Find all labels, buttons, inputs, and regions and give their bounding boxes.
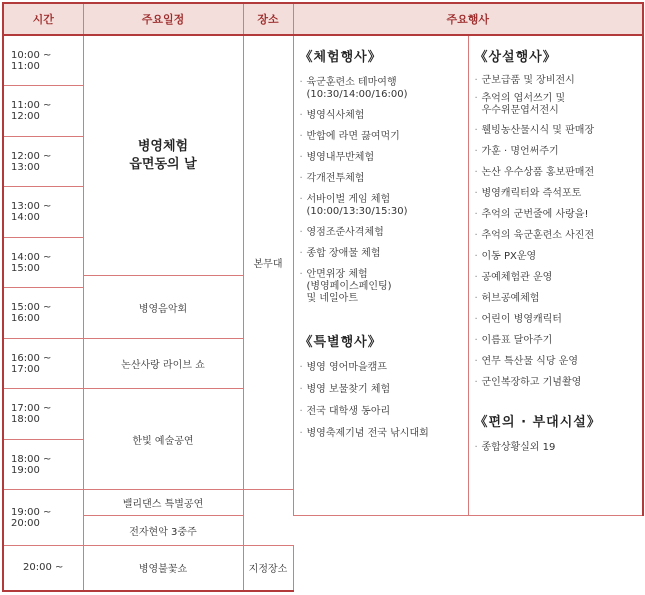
list-item: · 허브공예체험	[474, 293, 540, 305]
venue-designated: 지정장소	[243, 545, 293, 591]
list-item: · 이름표 달아주기	[474, 335, 553, 347]
schedule-table	[2, 2, 644, 592]
list-item: · 육군훈련소 테마여행 (10:30/14:00/16:00)	[299, 77, 408, 101]
schedule-music: 병영음악회	[83, 276, 243, 339]
list-item: · 전국 대학생 동아리	[299, 406, 391, 418]
table-row	[3, 515, 643, 545]
time-cell: 18:00 ~ 19:00	[3, 439, 83, 490]
permanent-list	[475, 75, 639, 389]
list-item: · 안면위장 체험 (병영페이스페인팅) 및 네일아트	[299, 269, 392, 305]
time-cell: 14:00 ~ 15:00	[3, 237, 83, 288]
list-item: · 병영식사체험	[299, 110, 365, 122]
time-cell: 10:00 ~ 11:00	[3, 35, 83, 86]
time-cell: 19:00 ~ 20:00	[3, 490, 83, 546]
time-cell: 15:00 ~ 16:00	[3, 288, 83, 339]
list-item: · 서바이벌 게임 체험 (10:00/13:30/15:30)	[299, 194, 408, 218]
list-item: · 이동 PX운영	[474, 251, 537, 263]
time-cell: 12:00 ~ 13:00	[3, 136, 83, 187]
list-item: · 병영축제기념 전국 낚시대회	[299, 428, 429, 440]
events-right-column	[468, 35, 643, 515]
experience-title: 《체험행사》	[299, 50, 382, 66]
header-schedule: 주요일정	[83, 3, 243, 35]
festival-schedule	[2, 2, 642, 592]
header-time: 시간	[3, 3, 83, 35]
time-cell: 20:00 ~	[3, 545, 83, 591]
list-item: · 추억의 엽서쓰기 및 우수위문엽서전시	[474, 93, 566, 117]
schedule-fireworks: 병영불꽃쇼	[83, 545, 243, 591]
main-event-cell	[83, 35, 243, 275]
header-venue: 장소	[243, 3, 293, 35]
list-item: · 논산 우수상품 홍보판매전	[474, 167, 595, 179]
list-item: · 추억의 육군훈련소 사진전	[474, 230, 595, 242]
time-cell: 17:00 ~ 18:00	[3, 389, 83, 440]
time-cell: 16:00 ~ 17:00	[3, 338, 83, 389]
facilities-list	[475, 442, 639, 454]
list-item: · 종합상황실외 19	[474, 442, 556, 454]
list-item: · 병영 영어마을캠프	[299, 362, 387, 374]
list-item: · 어린이 병영캐릭터	[474, 314, 562, 326]
time-cell: 11:00 ~ 12:00	[3, 86, 83, 137]
list-item: · 영점조준사격체험	[299, 227, 384, 239]
time-cell: 13:00 ~ 14:00	[3, 187, 83, 238]
list-item: · 추억의 군번줄에 사랑을!	[474, 209, 589, 221]
permanent-title: 《상설행사》	[474, 50, 557, 66]
list-item: · 병영캐릭터와 즉석포토	[474, 188, 582, 200]
schedule-live-show: 논산사랑 라이브 쇼	[83, 338, 243, 389]
schedule-art: 한빛 예술공연	[83, 389, 243, 490]
main-event-line1: 병영체험	[137, 139, 189, 155]
table-row	[3, 35, 643, 86]
main-event-line2: 읍면동의 날	[129, 156, 197, 172]
experience-list	[300, 77, 464, 305]
list-item: · 병영 보물찾기 체험	[299, 384, 391, 396]
list-item: · 군인복장하고 기념촬영	[474, 377, 582, 389]
venue-main-stage: 본무대	[243, 35, 293, 490]
facilities-title: 《편의 · 부대시설》	[474, 415, 601, 431]
list-item: · 가훈 · 명언써주기	[474, 146, 559, 158]
list-item: · 종합 장애물 체험	[299, 248, 381, 260]
header-events: 주요행사	[293, 3, 643, 35]
table-row	[3, 545, 643, 591]
schedule-strings: 전자현악 3중주	[83, 515, 243, 545]
list-item: · 연무 특산물 식당 운영	[474, 356, 578, 368]
list-item: · 웰빙농산물시식 및 판매장	[474, 125, 595, 137]
header-row	[3, 3, 643, 35]
special-list	[300, 362, 464, 440]
special-title: 《특별행사》	[299, 335, 382, 351]
list-item: · 병영내무반체험	[299, 152, 375, 164]
list-item: · 각개전투체험	[299, 173, 365, 185]
events-left-column	[293, 35, 468, 515]
list-item: · 공예체험관 운영	[474, 272, 553, 284]
list-item: · 군보급품 및 장비전시	[474, 75, 575, 87]
list-item: · 반합에 라면 끓여먹기	[299, 131, 400, 143]
schedule-belly: 밸리댄스 특별공연	[83, 490, 243, 515]
